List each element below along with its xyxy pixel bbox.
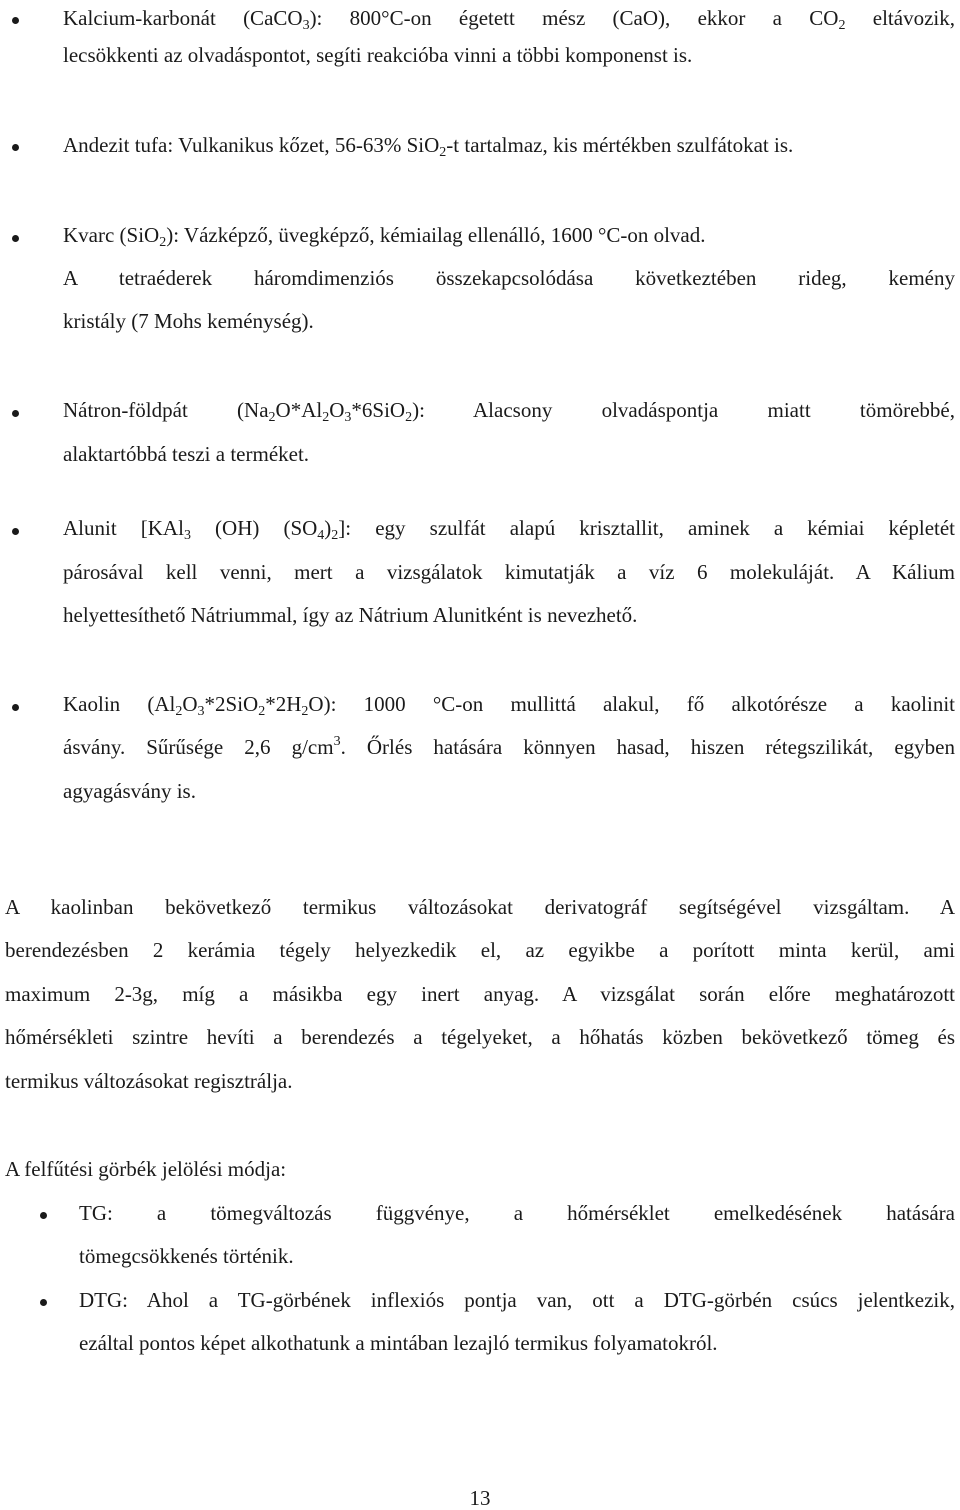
bullet-icon xyxy=(12,528,19,535)
list-item-line: Andezit tufa: Vulkanikus kőzet, 56-63% SiO$_2$-t tartalmaz, kis mértékben szulfátokat is. xyxy=(63,133,794,160)
list-item-line: Kvarc (SiO$_2$): Vázképző, üvegképző, kémiailag ellenálló, 1600 °C-on olvad. xyxy=(63,223,706,250)
paragraph-line: hőmérsékleti szintre hevíti a berendezés a tégelyeket, a hőhatás közben bekövetkező tömeg és xyxy=(5,1025,955,1049)
bullet-icon xyxy=(12,235,19,242)
list-item-line: DTG: Ahol a TG-görbének inflexiós pontja van, ott a DTG-görbén csúcs jelentkezik, xyxy=(79,1288,955,1312)
list-item-line: A tetraéderek háromdimenziós összekapcsolódása következtében rideg, kemény xyxy=(63,266,955,290)
list-item-line: helyettesíthető Nátriummal, így az Nátrium Alunitként is nevezhető. xyxy=(63,603,638,627)
page-number: 13 xyxy=(469,1486,491,1510)
paragraph-line: A kaolinban bekövetkező termikus változásokat derivatográf segítségével vizsgáltam. A xyxy=(5,895,955,919)
list-item-line: tömegcsökkenés történik. xyxy=(79,1244,294,1268)
bullet-icon xyxy=(40,1299,47,1306)
list-item-line: kristály (7 Mohs keménység). xyxy=(63,309,314,333)
paragraph-line: termikus változásokat regisztrálja. xyxy=(5,1069,293,1093)
bullet-icon xyxy=(12,410,19,417)
list-item-line: TG: a tömegváltozás függvénye, a hőmérséklet emelkedésének hatására xyxy=(79,1201,955,1225)
bullet-icon xyxy=(12,704,19,711)
bullet-icon xyxy=(40,1212,47,1219)
list-item-line: ásvány. Sűrűsége 2,6 $g/cm^3$. Őrlés hatására könnyen hasad, hiszen rétegszilikát, egyben xyxy=(63,734,955,759)
list-item-line: alaktartóbbá teszi a terméket. xyxy=(63,442,310,466)
list-item-line: párosával kell venni, mert a vizsgálatok kimutatják a víz 6 molekuláját. A Kálium xyxy=(63,560,955,584)
list-item-line: ezáltal pontos képet alkothatunk a mintában lezajló termikus folyamatokról. xyxy=(79,1331,718,1355)
list-item-line: Kalcium-karbonát (CaCO$_3$): 800°C-on égetett mész (CaO), ekkor a $CO_2$ eltávozik, xyxy=(63,6,955,33)
bullet-icon xyxy=(12,17,19,24)
list-item-line: Kaolin $(Al_2O_3*2SiO_2*2H_2O)$: 1000 °C-on mullittá alakul, fő alkotórésze a kaolinit xyxy=(63,692,955,719)
list-item-line: lecsökkenti az olvadáspontot, segíti reakcióba vinni a többi komponenst is. xyxy=(63,43,693,67)
paragraph-line: berendezésben 2 kerámia tégely helyezkedik el, az egyikbe a porított minta kerül, ami xyxy=(5,938,955,962)
section-heading: A felfűtési görbék jelölési módja: xyxy=(5,1157,287,1181)
list-item-line: Nátron-földpát $(Na_2O*Al_2O_3*6SiO_2)$: Alacsony olvadáspontja miatt tömörebbé, xyxy=(63,398,955,425)
list-item-line: agyagásvány is. xyxy=(63,779,196,803)
list-item-line: Alunit [KAl$_3$ (OH) $(SO_4)_2$]: egy szulfát alapú krisztallit, aminek a kémiai képletét xyxy=(63,516,955,543)
bullet-icon xyxy=(12,144,19,151)
paragraph-line: maximum 2-3g, míg a másikba egy inert anyag. A vizsgálat során előre meghatározott xyxy=(5,982,955,1006)
